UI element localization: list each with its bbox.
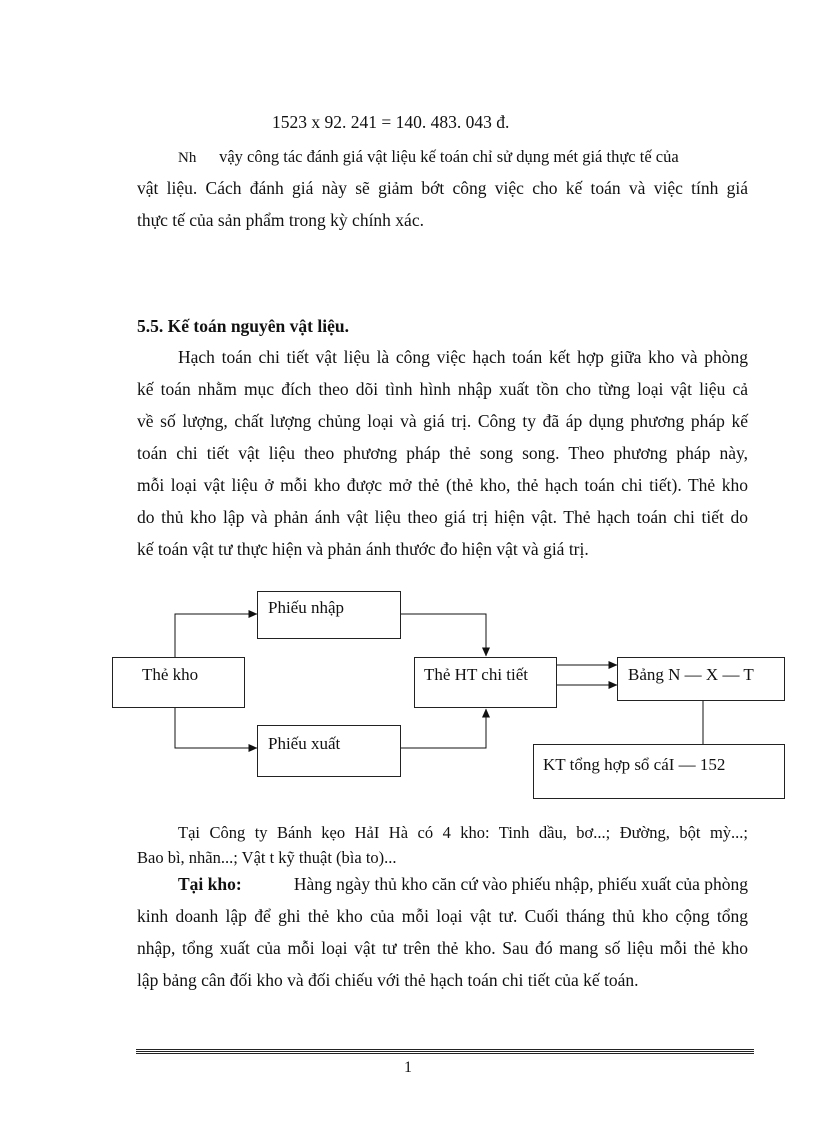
box-the-ht-chi-tiet bbox=[414, 657, 557, 708]
connector-phieunhap-to-theht bbox=[401, 614, 486, 656]
footer-rule-1 bbox=[136, 1049, 754, 1050]
box-phieu-nhap bbox=[257, 591, 401, 639]
para3-bold-lead: Tại kho: bbox=[178, 874, 242, 894]
para2-line-2: Bao bì, nhãn...; Vật t kỹ thuật (bìa to)... bbox=[137, 848, 397, 867]
section-heading: 5.5. Kế toán nguyên vật liệu. bbox=[137, 316, 349, 336]
section-para-line-7: kế toán vật tư thực hiện và phản ánh thước đo hiện vật và giá trị. bbox=[137, 539, 589, 559]
box-phieu-nhap-label: Phiếu nhập bbox=[268, 598, 345, 617]
section-para-line-2: kế toán nhằm mục đích theo dõi tình hình nhập xuất tồn cho từng loại vật liệu cả bbox=[137, 379, 748, 399]
section-para-line-6: do thủ kho lập và phản ánh vật liệu theo giá trị hiện vật. Thẻ hạch toán chi tiết do bbox=[137, 507, 748, 527]
formula-line: 1523 x 92. 241 = 140. 483. 043 đ. bbox=[272, 112, 510, 132]
section-para-line-5: mỗi loại vật liệu ở mỗi kho được mở thẻ (thẻ kho, thẻ hạch toán chi tiết). Thẻ kho bbox=[137, 475, 748, 495]
box-the-ht-chi-tiet-label: Thẻ HT chi tiết bbox=[424, 665, 529, 684]
box-kt-tong-hop-label: KT tổng hợp sổ cáI — 152 bbox=[543, 755, 726, 774]
para2-line-1: Tại Công ty Bánh kẹo HảI Hà có 4 kho: Tinh dầu, bơ...; Đường, bột mỳ...; bbox=[178, 823, 748, 842]
footer-rule-3 bbox=[136, 1053, 754, 1054]
connector-thekho-to-phieunhap bbox=[175, 614, 257, 657]
footer-rule-2 bbox=[136, 1051, 754, 1052]
box-phieu-xuat bbox=[257, 725, 401, 777]
para1-line-3: thực tế của sản phẩm trong kỳ chính xác. bbox=[137, 210, 424, 230]
box-phieu-xuat-label: Phiếu xuất bbox=[268, 734, 341, 753]
section-para-line-4: toán chi tiết vật liệu theo phương pháp thẻ song song. Theo phương pháp này, bbox=[137, 443, 748, 463]
para1-rest: vậy công tác đánh giá vật liệu kế toán chỉ sử dụng mét giá thực tế của bbox=[219, 147, 679, 166]
section-para-line-3: về số lượng, chất lượng chủng loại và giá trị. Công ty đã áp dụng phương pháp kế bbox=[137, 411, 748, 431]
box-bang-nxt-label: Bảng N — X — T bbox=[628, 665, 754, 684]
para1-head: Nh bbox=[178, 150, 197, 166]
box-the-kho-label: Thẻ kho bbox=[142, 665, 199, 684]
box-bang-nxt bbox=[617, 657, 785, 701]
para3-line-1 bbox=[178, 873, 748, 895]
para3-line-1-text: Hàng ngày thủ kho căn cứ vào phiếu nhập, phiếu xuất của phòng bbox=[293, 874, 748, 894]
para3-line-4: lập bảng cân đối kho và đối chiếu với thẻ hạch toán chi tiết của kế toán. bbox=[137, 970, 639, 990]
para3-line-2: kinh doanh lập để ghi thẻ kho của mỗi loại vật tư. Cuối tháng thủ kho cộng tổng bbox=[137, 906, 748, 926]
box-kt-tong-hop bbox=[533, 744, 785, 799]
box-the-kho bbox=[112, 657, 245, 708]
para3-line-3: nhập, tổng xuất của mỗi loại vật tư trên thẻ kho. Sau đó mang số liệu mỗi thẻ kho bbox=[137, 938, 748, 958]
section-para-line-1: Hạch toán chi tiết vật liệu là công việc hạch toán kết hợp giữa kho và phòng bbox=[178, 347, 748, 367]
connector-thekho-to-phieuxuat bbox=[175, 708, 257, 748]
page-number: 1 bbox=[404, 1059, 412, 1076]
para1-line-2: vật liệu. Cách đánh giá này sẽ giảm bớt công việc cho kế toán và việc tính giá bbox=[137, 178, 748, 198]
connector-phieuxuat-to-theht bbox=[401, 709, 486, 748]
